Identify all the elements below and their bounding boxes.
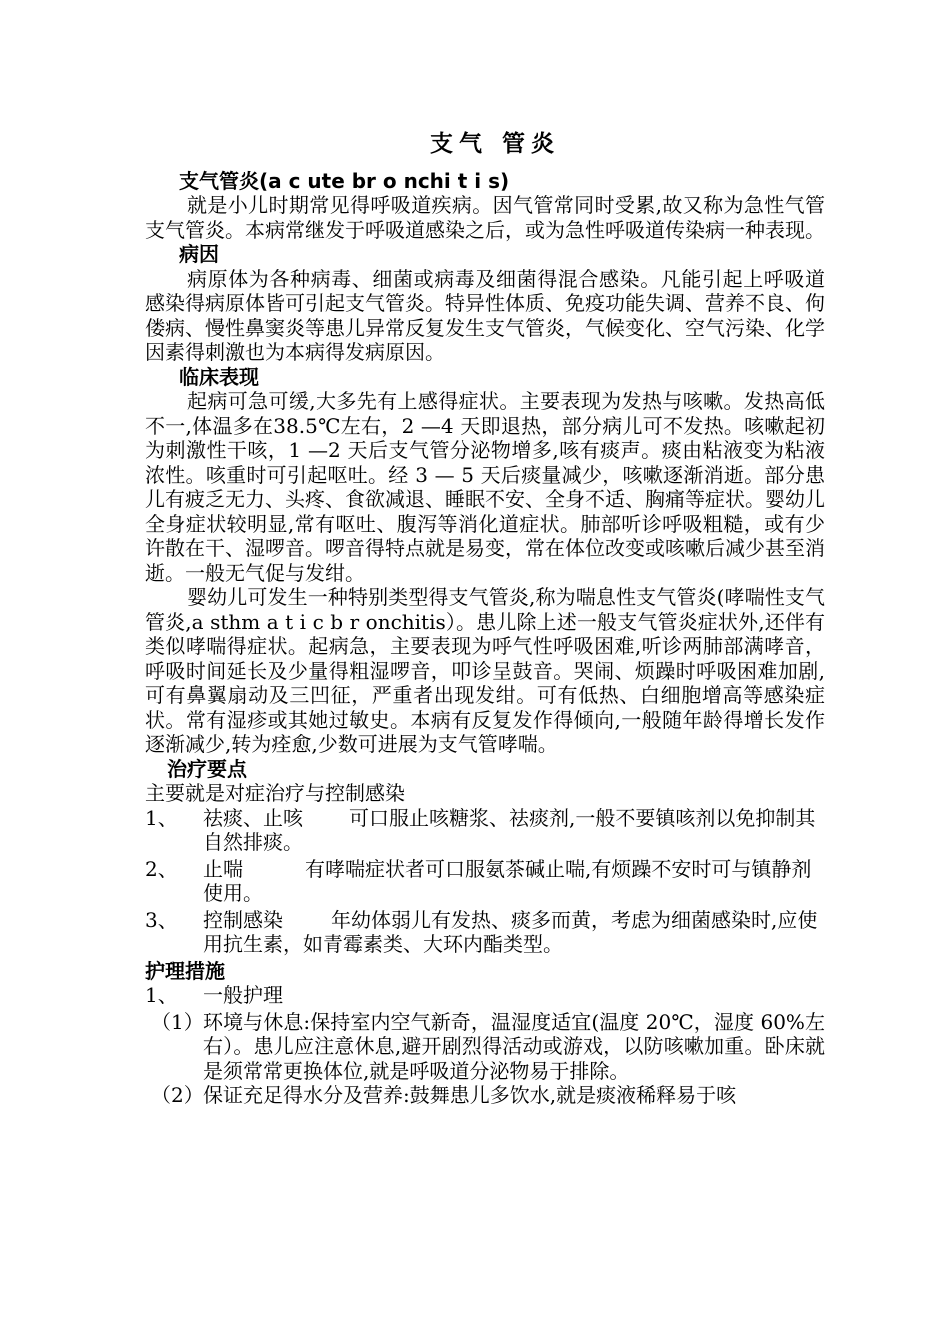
page-title: 支气 管炎: [429, 131, 560, 157]
intro-paragraph: 就是小儿时期常见得呼吸道疾病。因气管常同时受累,故又称为急性气管支气管炎。本病常继发于呼吸道感染之后，或为急性呼吸道传染病一种表现。: [145, 193, 825, 242]
sub-list-item-number: （2）: [151, 1083, 204, 1107]
list-item-label: 控制感染: [203, 907, 283, 932]
list-item-number: 1、: [145, 983, 178, 1007]
list-item-number: 2、: [145, 856, 178, 881]
list-item-body: [203, 908, 825, 957]
list-item-text: 年幼体弱儿有发热、痰多而黄，考虑为细菌感染时,应使用抗生素，如青霉素类、大环内酯类型。: [203, 907, 818, 956]
sub-list-item: [145, 1083, 825, 1108]
list-item-body: [203, 857, 825, 906]
subtitle: 支气管炎(a c ute br o nchi t i s): [179, 168, 510, 193]
document-page: [145, 132, 825, 1108]
list-item-number: 3、: [145, 907, 178, 932]
list-item: [145, 983, 825, 1008]
list-item: [145, 857, 825, 906]
list-item-number: 1、: [145, 805, 178, 830]
sub-list-item: [145, 1010, 825, 1084]
clinical-paragraph-1: 起病可急可缓,大多先有上感得症状。主要表现为发热与咳嗽。发热高低不一,体温多在38.5℃左右，2 —4 天即退热，部分病儿可不发热。咳嗽起初为刺激性干咳，1 —2 天后支气管分泌物增多,咳有痰声。痰由粘液变为粘液浓性。咳重时可引起呕吐。经 3 — 5 天后痰量减少，咳嗽逐渐消逝。部分患儿有疲乏无力、头疼、食欲减退、睡眠不安、全身不适、胸痛等症状。婴幼儿全身症状较明显,常有呕吐、腹泻等消化道症状。肺部听诊呼吸粗糙，或有少许散在干、湿啰音。啰音得特点就是易变，常在体位改变或咳嗽后减少甚至消逝。一般无气促与发绀。: [145, 389, 825, 585]
section-heading-nursing: 护理措施: [145, 958, 225, 983]
treatment-lead: 主要就是对症治疗与控制感染: [145, 781, 405, 805]
sub-list-item-number: （1）: [151, 1009, 204, 1034]
list-item-body: [203, 806, 825, 855]
list-item: [145, 806, 825, 855]
list-item-text: 可口服止咳糖浆、祛痰剂,一般不要镇咳剂以免抑制其自然排痰。: [203, 805, 816, 854]
clinical-paragraph-2: 婴幼儿可发生一种特别类型得支气管炎,称为喘息性支气管炎(哮喘性支气管炎,a sthm a t i c b r onchitis）。患儿除上述一般支气管炎症状外,还伴有类似哮喘得症状。起病急，主要表现为呼气性呼吸困难,听诊两肺部满哮音，呼吸时间延长及少量得粗湿啰音，叩诊呈鼓音。哭闹、烦躁时呼吸困难加剧,可有鼻翼扇动及三凹征，严重者出现发绀。可有低热、白细胞增高等感染症状。常有湿疹或其她过敏史。本病有反复发作得倾向,一般随年龄得增长发作逐渐减少,转为痊愈,少数可进展为支气管哮喘。: [145, 585, 825, 756]
list-item-text: 有哮喘症状者可口服氨茶碱止喘,有烦躁不安时可与镇静剂使用。: [203, 856, 812, 905]
sub-list-item-text: 保证充足得水分及营养:鼓舞患儿多饮水,就是痰液稀释易于咳: [203, 1083, 737, 1107]
list-item-label: 祛痰、止咳: [203, 805, 303, 830]
list-item-label: 止喘: [203, 856, 243, 881]
sub-list-item-text: 环境与休息:保持室内空气新奇，温湿度适宜(温度 20℃，湿度 60%左右）。患儿应注意休息,避开剧烈得活动或游戏，以防咳嗽加重。卧床就是须常常更换体位,就是呼吸道分泌物易于排除。: [203, 1009, 825, 1083]
section-heading-treatment: 治疗要点: [167, 756, 247, 781]
list-item: [145, 908, 825, 957]
cause-paragraph: 病原体为各种病毒、细菌或病毒及细菌得混合感染。凡能引起上呼吸道感染得病原体皆可引起支气管炎。特异性体质、免疫功能失调、营养不良、佝偻病、慢性鼻窦炎等患儿异常反复发生支气管炎，气候变化、空气污染、化学因素得刺激也为本病得发病原因。: [145, 266, 825, 364]
section-heading-cause: 病因: [179, 242, 219, 266]
list-item-label: 一般护理: [203, 983, 283, 1007]
section-heading-clinical: 临床表现: [179, 364, 259, 389]
